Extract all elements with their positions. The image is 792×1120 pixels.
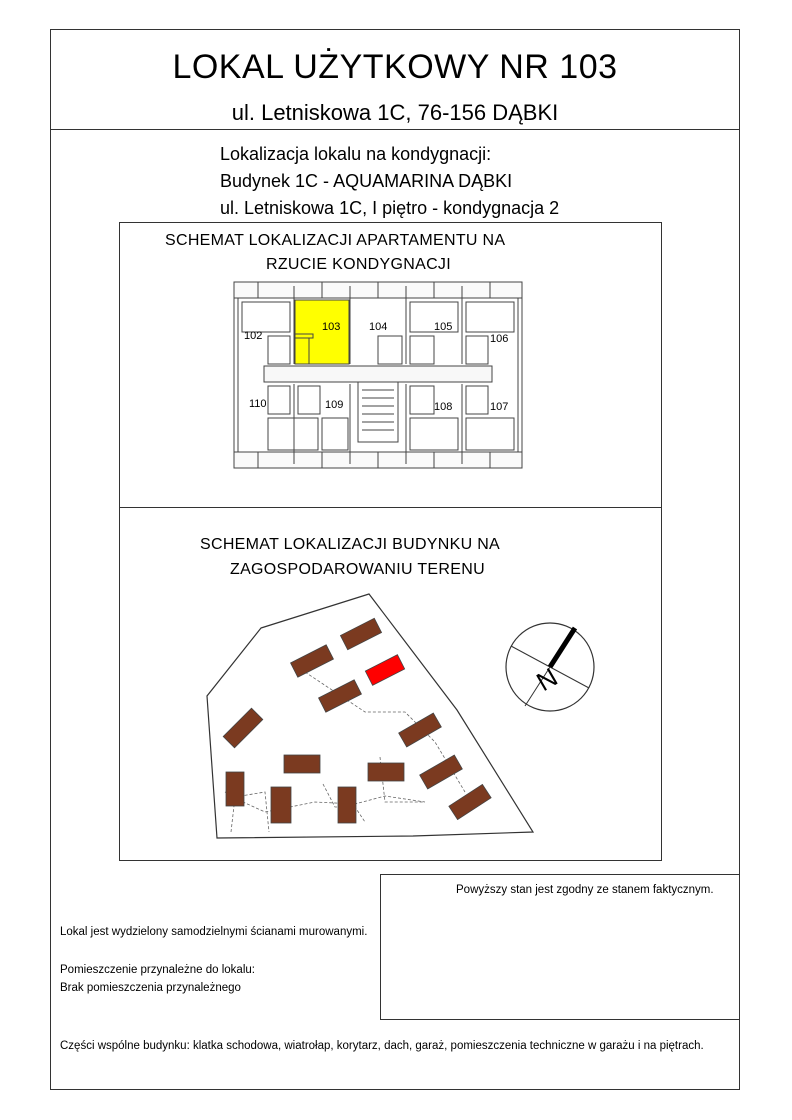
- north-arrow-icon: [503, 620, 597, 714]
- unit-label-108: 108: [434, 401, 453, 413]
- north-label: N: [531, 661, 563, 698]
- unit-label-103: 103: [322, 321, 341, 333]
- unit-label-110: 110: [249, 398, 267, 410]
- unit-label-109: 109: [325, 399, 344, 411]
- conformity-statement: Powyższy stan jest zgodny ze stanem faktycznym.: [456, 884, 714, 896]
- location-label: Lokalizacja lokalu na kondygnacji:: [220, 144, 492, 164]
- site-plan-title-1: SCHEMAT LOKALIZACJI BUDYNKU NA: [200, 536, 501, 553]
- common-parts-note: Części wspólne budynku: klatka schodowa, wiatrołap, korytarz, dach, garaż, pomieszczenia techniczne w garażu i na piętrach.: [60, 1040, 704, 1052]
- walls-note: Lokal jest wydzielony samodzielnymi ścianami murowanymi.: [60, 926, 368, 938]
- site-plan-title-2: ZAGOSPODAROWANIU TERENU: [230, 561, 485, 578]
- unit-label-107: 107: [490, 401, 509, 413]
- unit-label-106: 106: [490, 333, 509, 345]
- floor-plan-title-2: RZUCIE KONDYGNACJI: [266, 256, 451, 273]
- floor-plan-title-1: SCHEMAT LOKALIZACJI APARTAMENTU NA: [165, 232, 506, 249]
- floor-plan-drawing: [228, 278, 528, 473]
- page-title: LOKAL UŻYTKOWY NR 103: [172, 48, 618, 86]
- unit-label-105: 105: [434, 321, 453, 333]
- location-floor: ul. Letniskowa 1C, I piętro - kondygnacja 2: [220, 198, 560, 218]
- header-divider: [50, 129, 740, 130]
- annex-label: Pomieszczenie przynależne do lokalu:: [60, 964, 255, 976]
- unit-address: ul. Letniskowa 1C, 76-156 DĄBKI: [231, 100, 559, 125]
- unit-label-102: 102: [244, 330, 263, 342]
- highlighted-building: [365, 655, 404, 686]
- annex-value: Brak pomieszczenia przynależnego: [60, 982, 241, 994]
- unit-label-104: 104: [369, 321, 388, 333]
- location-building: Budynek 1C - AQUAMARINA DĄBKI: [220, 171, 513, 191]
